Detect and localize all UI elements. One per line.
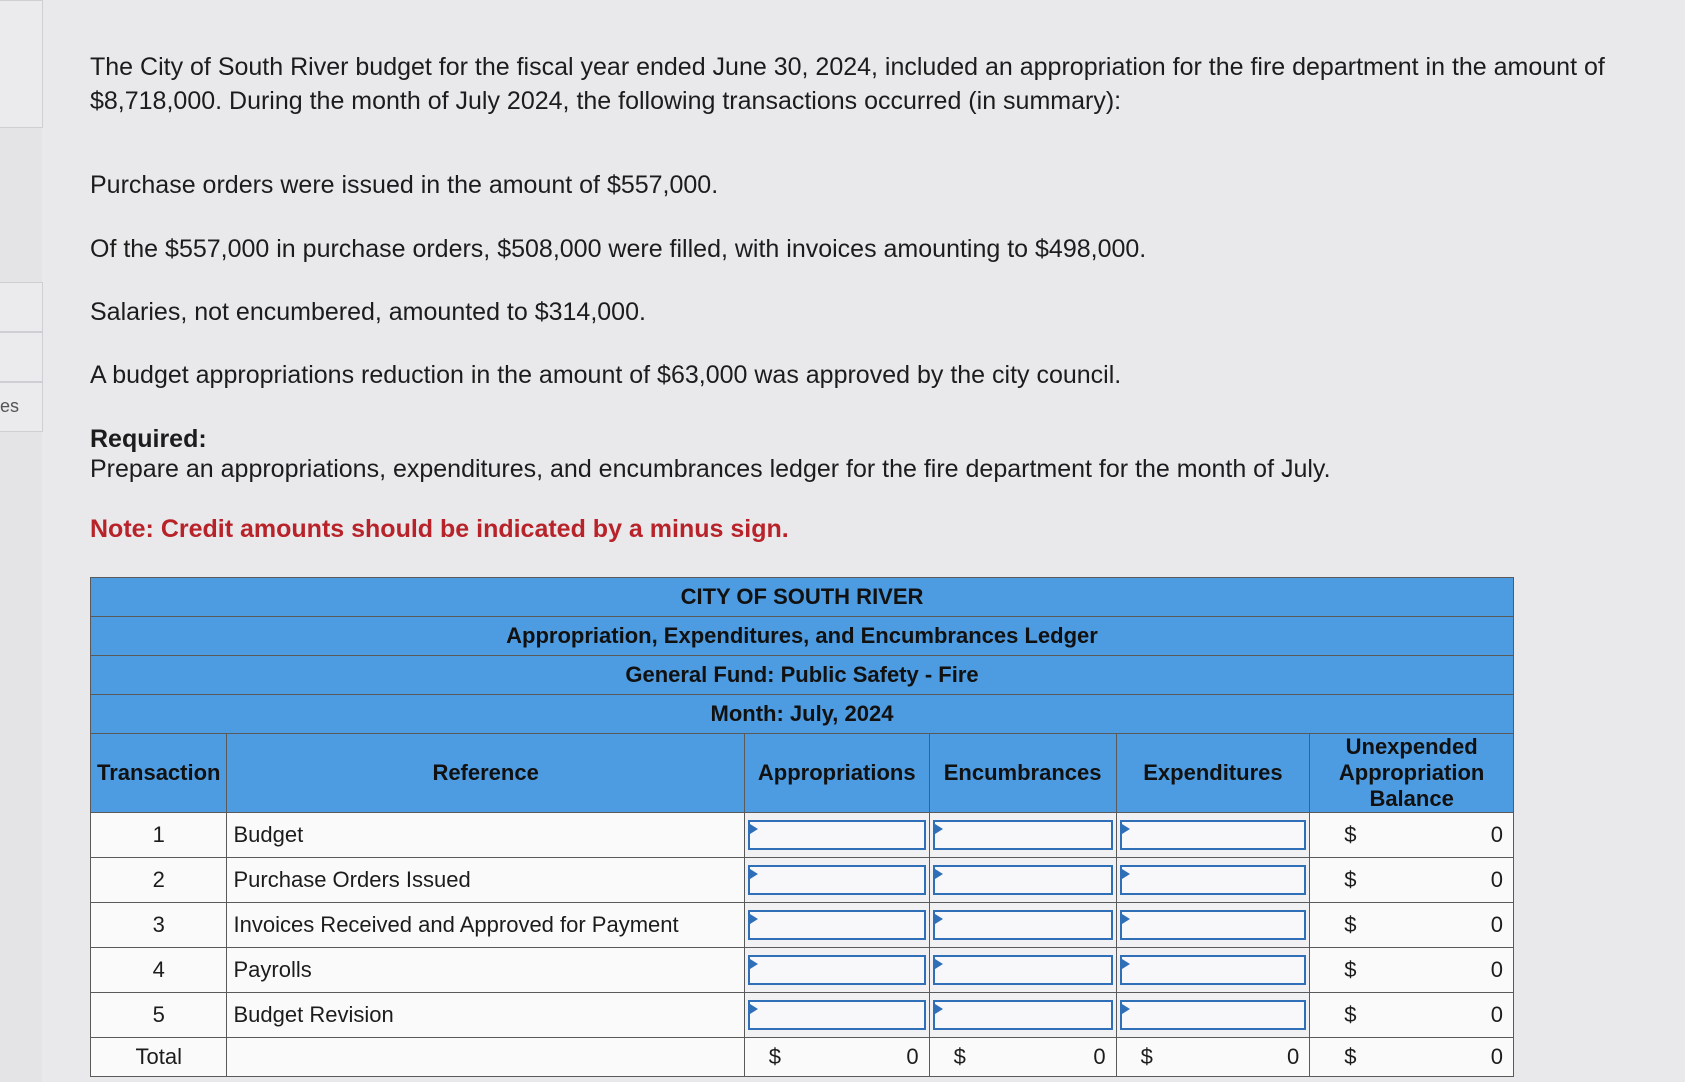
credit-note: Note: Credit amounts should be indicated by a minus sign.: [90, 515, 789, 543]
expenditures-cell: [1116, 903, 1310, 948]
encumbrances-cell: [929, 858, 1116, 903]
sidebar-panel: [0, 282, 43, 332]
col-header-reference: Reference: [227, 734, 744, 813]
expenditures-cell: [1116, 993, 1310, 1038]
balance-cell: [1310, 993, 1514, 1038]
balance-cell: [1310, 903, 1514, 948]
total-appropriations: [744, 1038, 929, 1077]
encumbrances-input[interactable]: [933, 955, 1113, 985]
encumbrances-input[interactable]: [933, 820, 1113, 850]
appropriations-input[interactable]: [748, 955, 926, 985]
total-row: [91, 1038, 1514, 1077]
col-header-appropriations: Appropriations: [744, 734, 929, 813]
currency-symbol: $: [768, 1044, 782, 1069]
appropriations-cell: [744, 993, 929, 1038]
appropriations-input[interactable]: [748, 1000, 926, 1030]
intro-paragraph: The City of South River budget for the fiscal year ended June 30, 2024, included an appropriation for the fire department in the amount of $8,718,000. During the month of July 2024, the following transactions occurred (in summary):: [90, 53, 1605, 115]
transaction-invoices: Of the $557,000 in purchase orders, $508,000 were filled, with invoices amounting to $498,000.: [90, 235, 1147, 263]
encumbrances-cell: [929, 813, 1116, 858]
col-header-encumbrances: Encumbrances: [929, 734, 1116, 813]
row-number: 2: [91, 858, 227, 903]
appropriations-input[interactable]: [748, 865, 926, 895]
col-header-transaction: Transaction: [91, 734, 227, 813]
left-sidebar-strip: [0, 0, 42, 1082]
balance-cell: [1310, 858, 1514, 903]
appropriations-cell: [744, 903, 929, 948]
row-reference: Invoices Received and Approved for Payment: [227, 903, 744, 948]
expenditures-cell: [1116, 948, 1310, 993]
encumbrances-cell: [929, 903, 1116, 948]
expenditures-input[interactable]: [1120, 955, 1307, 985]
expenditures-input[interactable]: [1120, 865, 1307, 895]
col-header-expenditures: Expenditures: [1116, 734, 1310, 813]
ledger-title-fund: General Fund: Public Safety - Fire: [91, 656, 1514, 695]
total-reference-empty: [227, 1038, 744, 1077]
balance-value: 0: [1490, 912, 1503, 937]
currency-symbol: $: [1344, 867, 1357, 892]
ledger-table: [90, 577, 1514, 1077]
balance-value: 0: [1490, 957, 1503, 982]
currency-symbol: $: [953, 1044, 966, 1069]
total-balance: [1310, 1038, 1514, 1077]
row-reference: Payrolls: [227, 948, 744, 993]
sidebar-label: es: [0, 396, 20, 416]
currency-symbol: $: [1344, 1002, 1357, 1027]
total-balance-value: 0: [1490, 1044, 1503, 1069]
balance-value: 0: [1490, 1002, 1503, 1027]
row-number: 4: [91, 948, 227, 993]
row-reference: Budget: [227, 813, 744, 858]
table-row: [91, 903, 1514, 948]
encumbrances-input[interactable]: [933, 910, 1113, 940]
row-number: 3: [91, 903, 227, 948]
appropriations-input[interactable]: [748, 910, 926, 940]
encumbrances-input[interactable]: [933, 1000, 1113, 1030]
encumbrances-cell: [929, 993, 1116, 1038]
sidebar-panel: [0, 0, 43, 128]
total-expenditures-value: 0: [1287, 1044, 1300, 1069]
appropriations-cell: [744, 948, 929, 993]
required-heading: Required:: [90, 425, 207, 453]
transaction-salaries: Salaries, not encumbered, amounted to $314,000.: [90, 298, 646, 326]
currency-symbol: $: [1344, 957, 1357, 982]
balance-cell: [1310, 948, 1514, 993]
table-row: [91, 948, 1514, 993]
col-header-balance: Unexpended Appropriation Balance: [1310, 734, 1514, 813]
expenditures-cell: [1116, 813, 1310, 858]
table-row: [91, 813, 1514, 858]
ledger-title-month: Month: July, 2024: [91, 695, 1514, 734]
row-number: 5: [91, 993, 227, 1038]
required-text: Prepare an appropriations, expenditures, and encumbrances ledger for the fire department for the month of July.: [90, 455, 1331, 483]
balance-value: 0: [1490, 867, 1503, 892]
expenditures-input[interactable]: [1120, 910, 1307, 940]
ledger-title-name: Appropriation, Expenditures, and Encumbrances Ledger: [91, 617, 1514, 656]
currency-symbol: $: [1344, 1044, 1357, 1069]
table-row: [91, 993, 1514, 1038]
transaction-budget-reduction: A budget appropriations reduction in the amount of $63,000 was approved by the city council.: [90, 361, 1122, 389]
total-label: Total: [91, 1038, 227, 1077]
total-encumbrances-value: 0: [1093, 1044, 1106, 1069]
expenditures-input[interactable]: [1120, 1000, 1307, 1030]
row-reference: Budget Revision: [227, 993, 744, 1038]
expenditures-input[interactable]: [1120, 820, 1307, 850]
expenditures-cell: [1116, 858, 1310, 903]
encumbrances-cell: [929, 948, 1116, 993]
row-number: 1: [91, 813, 227, 858]
table-row: [91, 858, 1514, 903]
balance-cell: [1310, 813, 1514, 858]
ledger-title-city: CITY OF SOUTH RIVER: [91, 578, 1514, 617]
transaction-purchase-orders: Purchase orders were issued in the amount of $557,000.: [90, 171, 719, 199]
currency-symbol: $: [1140, 1044, 1153, 1069]
total-appropriations-value: 0: [906, 1044, 919, 1069]
currency-symbol: $: [1344, 822, 1357, 847]
appropriations-input[interactable]: [748, 820, 926, 850]
balance-value: 0: [1490, 822, 1503, 847]
total-expenditures: [1116, 1038, 1310, 1077]
row-reference: Purchase Orders Issued: [227, 858, 744, 903]
appropriations-cell: [744, 858, 929, 903]
total-encumbrances: [929, 1038, 1116, 1077]
appropriations-cell: [744, 813, 929, 858]
sidebar-panel: [0, 332, 43, 382]
currency-symbol: $: [1344, 912, 1357, 937]
encumbrances-input[interactable]: [933, 865, 1113, 895]
